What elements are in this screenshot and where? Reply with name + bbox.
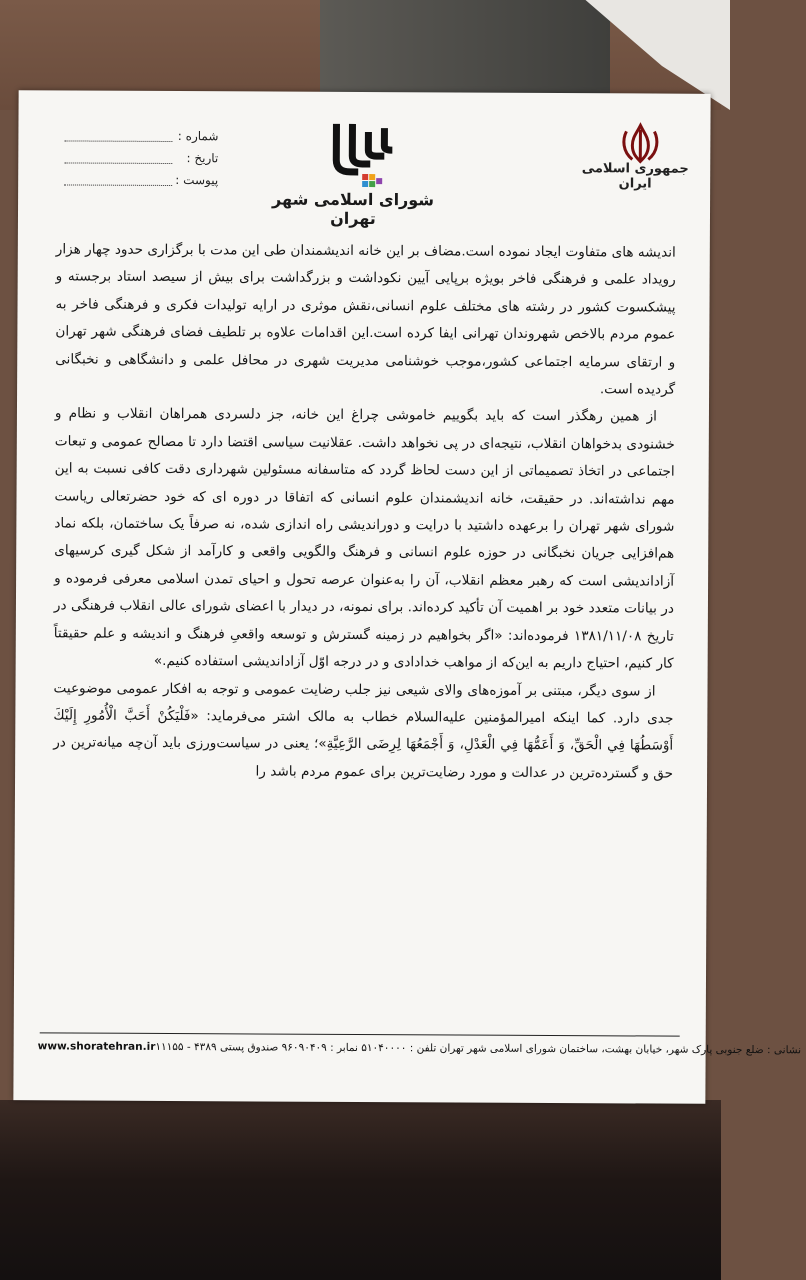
emblem-caption: جمهوری اسلامی ایران: [581, 161, 689, 192]
letter-body: [53, 236, 676, 787]
meta-number: [58, 124, 218, 147]
meta-dotted-line: [64, 130, 172, 142]
paragraph: از سوی دیگر، مبتنی بر آموزه‌های والای شیعی نیز جلب رضایت عمومی و توجه به افکار عمومی موضوعیت جدی دارد. کما اینکه امیرالمؤمنین علیه‌السلام خطاب به مالک اشتر می‌فرماید: «فَلْيَكُنْ أَحَبَّ الْأُمُورِ إِلَيْكَ أَوْسَطُهَا فِي الْحَقِّ، وَ أَعَمُّهَا فِي الْعَدْلِ، وَ أَجْمَعُهَا لِرِضَى الرَّعِيَّةِ»؛ یعنی در سیاست‌ورزی باید آن‌چه میانه‌ترین در حق و گسترده‌ترین در عدالت و مورد رضایت‌ترین برای عموم مردم باشد را: [53, 679, 674, 782]
address: نشانی : ضلع جنوبی پارک شهر، خیابان بهشت، ساختمان شورای اسلامی شهر تهران تلفن : ۵۱۰۴۰۰۰۰ نمابر : ۹۶۰۹۰۴۰۹ صندوق پستی ۴۳۸۹ - ۱۱۱۵۵: [155, 1040, 802, 1057]
meta-label: تاریخ :: [186, 151, 219, 166]
meta-date: [58, 146, 218, 169]
council-logo-icon: [318, 116, 408, 196]
footer-divider: [40, 1032, 680, 1036]
letter-footer: [37, 1040, 802, 1057]
background-bottom: [0, 1100, 721, 1280]
website: www.shoratehran.ir: [37, 1040, 156, 1053]
letter-meta: [58, 124, 218, 191]
meta-label: شماره :: [177, 129, 219, 144]
meta-dotted-line: [64, 174, 172, 186]
background-object: [320, 0, 610, 95]
council-name: شورای اسلامی شهر تهران: [272, 189, 435, 229]
meta-attachment: [58, 168, 218, 191]
letter-sheet: [13, 90, 802, 1104]
paragraph: از همین رهگذر است که باید بگوییم خاموشی چراغ این خانه، جز دلسردی همراهان انقلاب و نظام و خشنودی بدخواهان انقلاب، نتیجه‌ای در پی نخواهد داشت. عقلانیت سیاسی اقتضا دارد تا مصالح عمومی و تبعات اجتماعی در اتخاذ تصمیماتی از این دست لحاظ گردد که متاسفانه مسئولین شهرداری دقت کافی نسبت به این مهم نداشته‌اند. در حقیقت، خانه اندیشمندان علوم انسانی که اتفاقا در دوره ای که خود حضرتعالی ریاست شورای شهر تهران را برعهده داشتید با درایت و دوراندیشی راه اندازی شده، نه صرفاً یک ساختمان، بلکه نماد هم‌افزایی جریان نخبگانی در حوزه علوم انسانی و فرهنگ والگویی واقعی و کارآمد از شکل گیری کرسیهای آزاداندیشی است که رهبر معظم انقلاب، آن را به‌عنوان عرصه تحول و احیای تمدن اسلامی معرفی فرموده و در بیانات متعدد خود بر اهمیت آن تأکید کرده‌اند. برای نمونه، در دیدار با اعضای شورای عالی انقلاب فرهنگی در تاریخ ۱۳۸۱/۱۱/۰۸ فرموده‌اند: «اگر بخواهیم در زمینه گسترش و توسعه واقعیِ فرهنگ و اندیشه و علم حقیقتاً کار کنیم، احتیاج داریم به این‌که از مواهب خدادادی و در درجه اوّل آزاداندیشی استفاده کنیم.»: [53, 405, 675, 672]
meta-dotted-line: [64, 152, 172, 164]
meta-label: پیوست :: [175, 173, 219, 188]
paragraph: اندیشه های متفاوت ایجاد نموده است.مضاف بر این خانه اندیشمندان طی این مدت با برگزاری حدود چهار هزار رویداد علمی و فرهنگی فاخر بویژه برپایی آیین نکوداشت و بزرگداشت برای بیش از سیصد استاد برجسته و پیشکسوت کشور در رشته های مختلف علوم انسانی،نقش موثری در ارایه تولیدات فکری و فرهنگی فاخر به عموم مردم بالاخص شهروندان تهرانی ایفا کرده است.این اقدامات علاوه بر تلطیف فضای فرهنگی شهر تهران و ارتقای سرمایه اجتماعی کشور،موجب خوشنامی مدیریت شهری در محافل علمی و دانشگاهی و نخبگانی گردیده است.: [55, 241, 676, 398]
